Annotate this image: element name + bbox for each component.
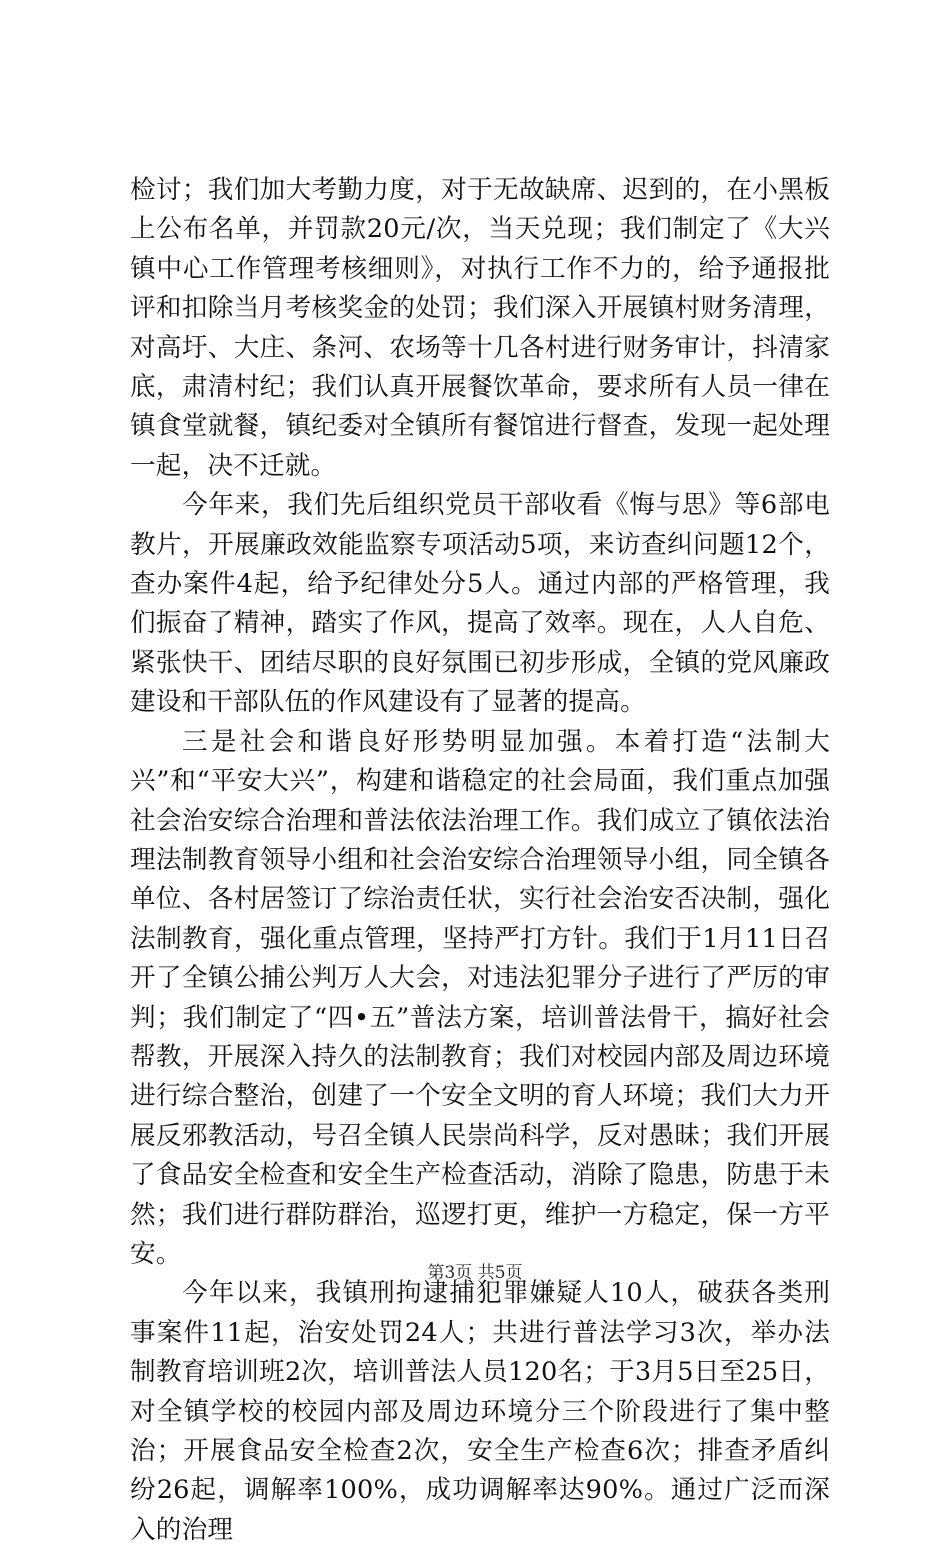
paragraph-2: 今年来，我们先后组织党员干部收看《悔与思》等6部电教片，开展廉政效能监察专项活动5项，来访查纠问题12个，查办案件4起，给予纪律处分5人。通过内部的严格管理，我们振奋了精神，踏实了作风，提高了效率。现在，人人自危、紧张快干、团结尽职的良好氛围已初步形成，全镇的党风廉政建设和干部队伍的作风建设有了显著的提高。 xyxy=(130,490,830,718)
document-body xyxy=(130,171,830,1550)
paragraph-3: 三是社会和谐良好形势明显加强。本着打造“法制大兴”和“平安大兴”，构建和谐稳定的社会局面，我们重点加强社会治安综合治理和普法依法治理工作。我们成立了镇依法治理法制教育领导小组和社会治安综合治理领导小组，同全镇各单位、各村居签订了综治责任状，实行社会治安否决制，强化法制教育，强化重点管理，坚持严打方针。我们于1月11日召开了全镇公捕公判万人大会，对违法犯罪分子进行了严厉的审判；我们制定了“四•五”普法方案，培训普法骨干，搞好社会帮教，开展深入持久的法制教育；我们对校园内部及周边环境进行综合整治，创建了一个安全文明的育人环境；我们大力开展反邪教活动，号召全镇人民崇尚科学，反对愚昧；我们开展了食品安全检查和安全生产检查活动，消除了隐患，防患于未然；我们进行群防群治，巡逻打更，维护一方稳定，保一方平安。 xyxy=(130,726,830,1269)
page-footer: 第3页 共5页 xyxy=(427,1263,523,1283)
paragraph-1: 检讨；我们加大考勤力度，对于无故缺席、迟到的，在小黑板上公布名单，并罚款20元/次，当天兑现；我们制定了《大兴镇中心工作管理考核细则》，对执行工作不力的，给予通报批评和扣除当月考核奖金的处罚；我们深入开展镇村财务清理，对高圩、大庄、条河、农场等十几各村进行财务审计，抖清家底，肃清村纪；我们认真开展餐饮革命，要求所有人员一律在镇食堂就餐，镇纪委对全镇所有餐馆进行督查，发现一起处理一起，决不迁就。 xyxy=(130,175,830,481)
paragraph-4: 今年以来，我镇刑拘逮捕犯罪嫌疑人10人，破获各类刑事案件11起，治安处罚24人；共进行普法学习3次，举办法制教育培训班2次，培训普法人员120名；于3月5日至25日，对全镇学校的校园内部及周边环境分三个阶段进行了集中整治；开展食品安全检查2次，安全生产检查6次；排查矛盾纠纷26起，调解率100%，成功调解率达90%。通过广泛而深入的治理 xyxy=(130,1278,830,1545)
